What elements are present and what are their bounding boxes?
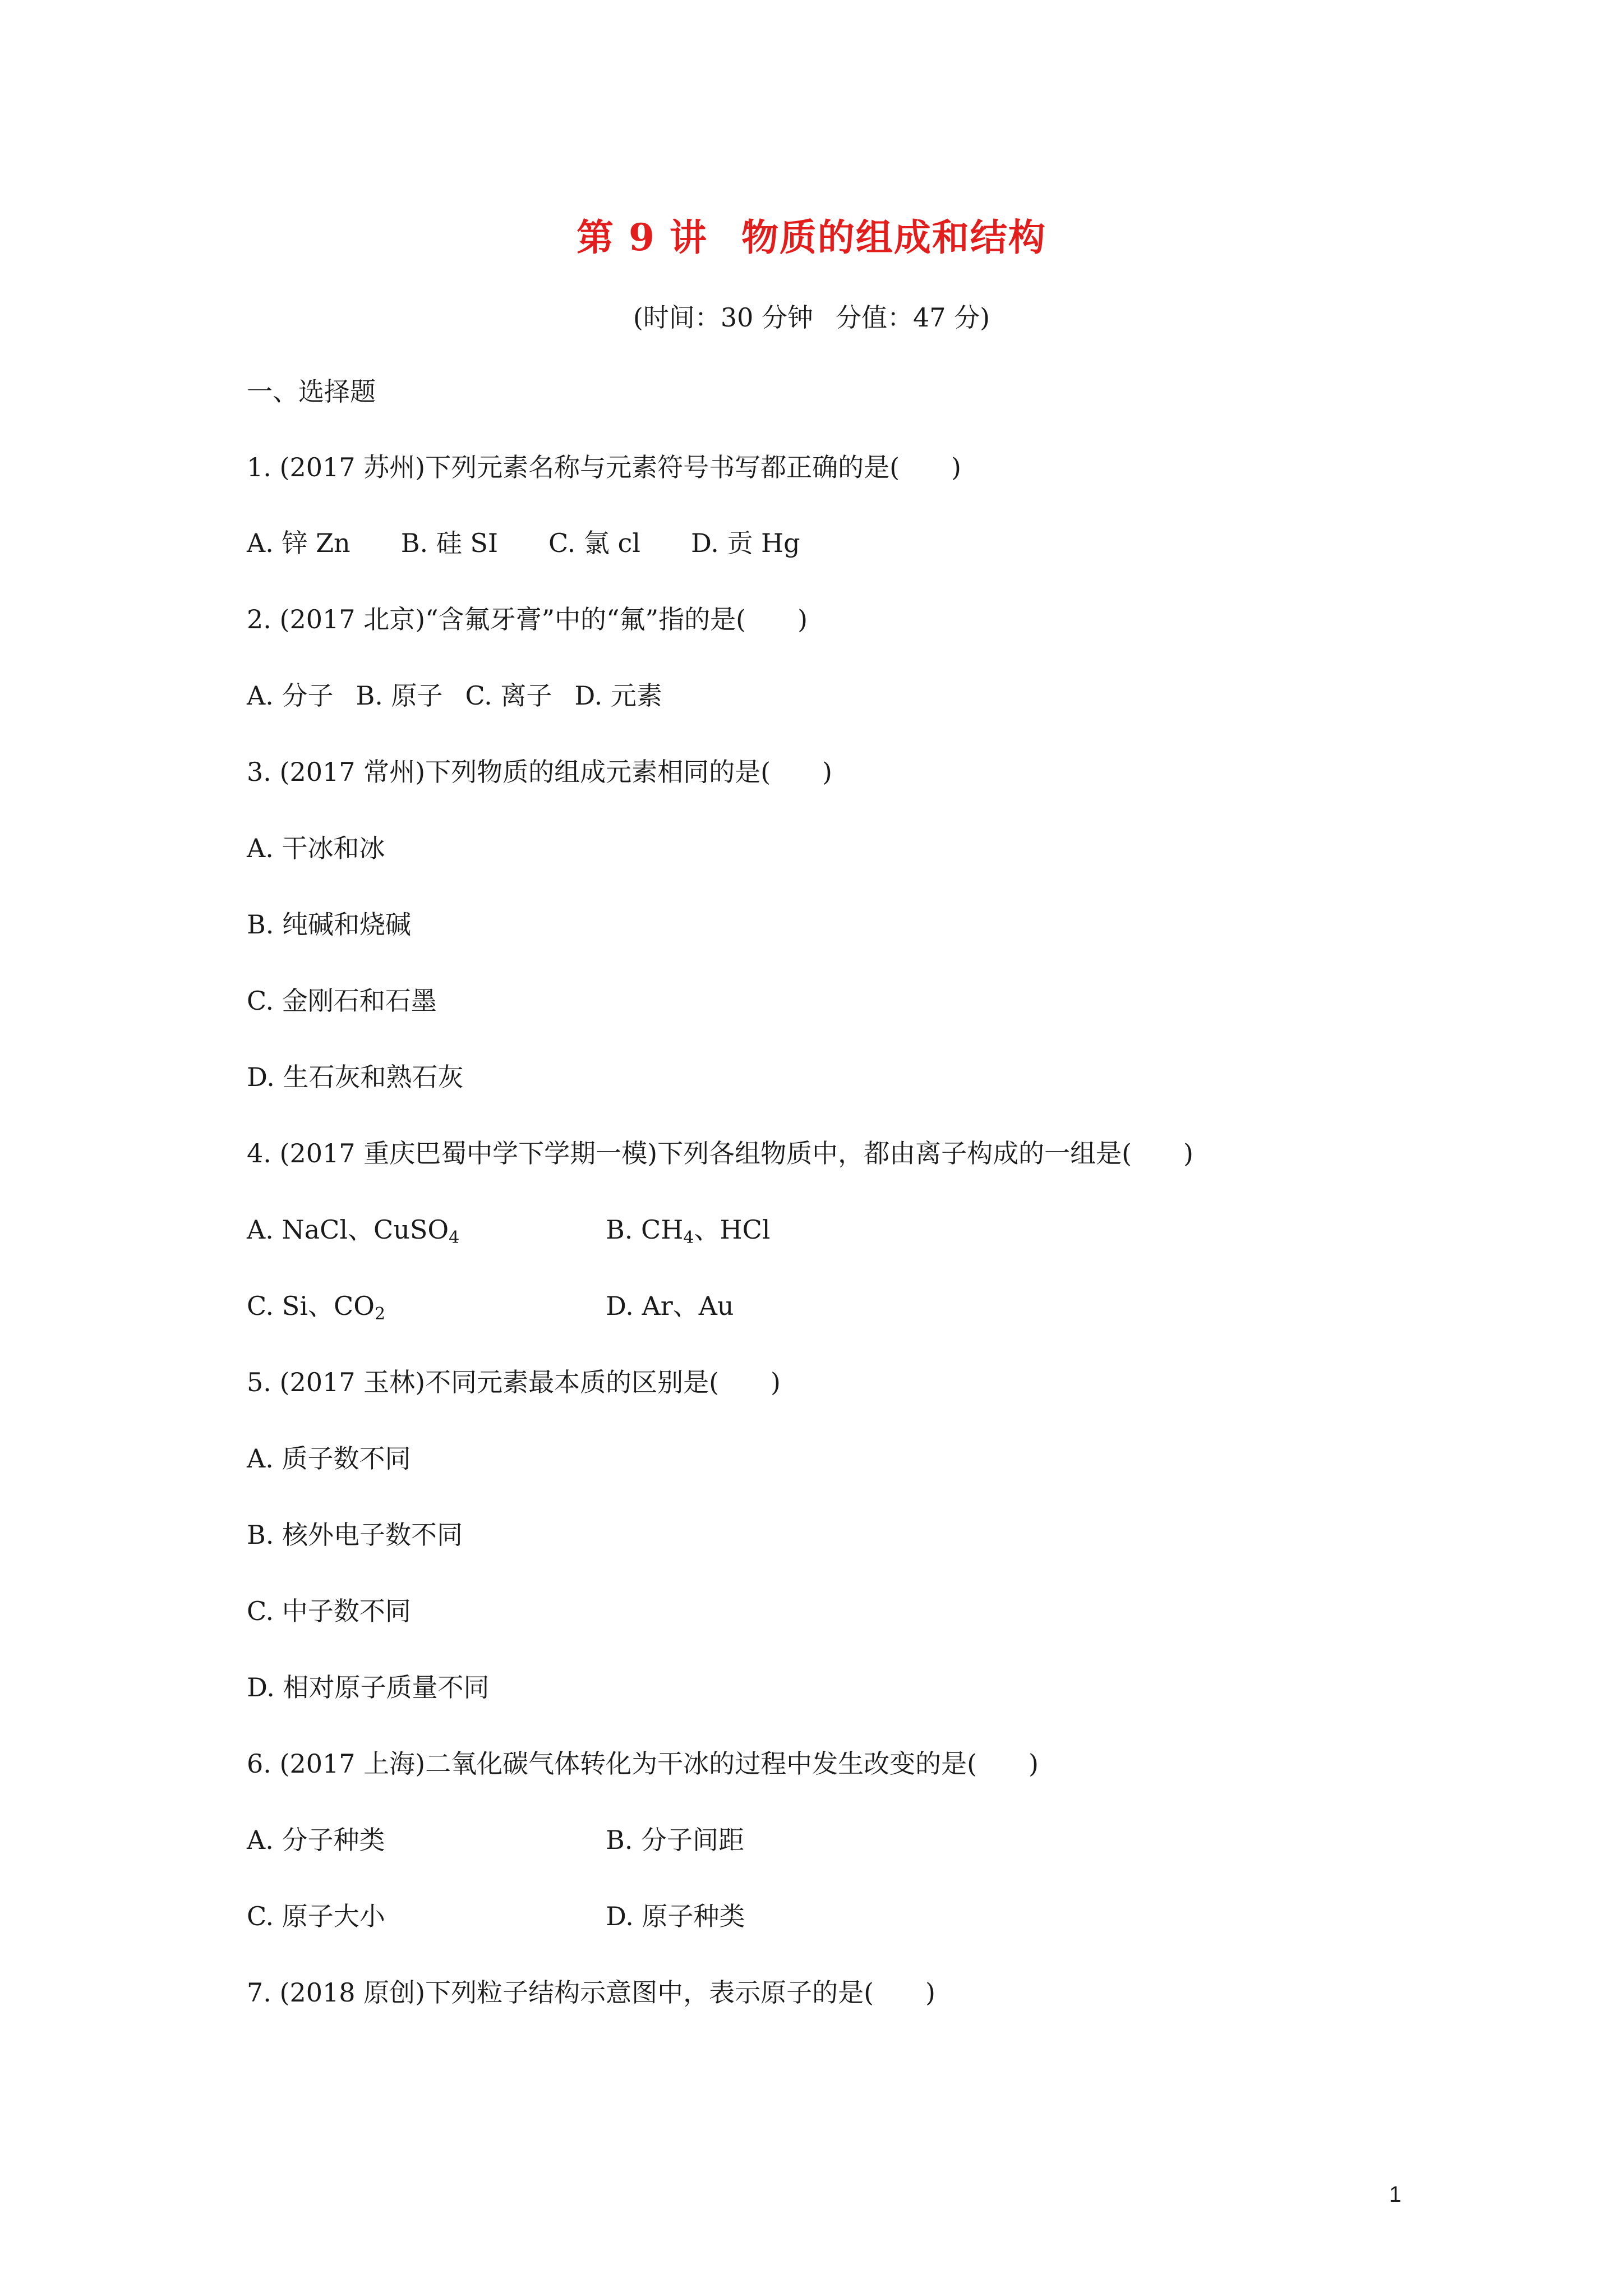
question-2-option-a: A. 分子 <box>247 680 334 711</box>
question-5-option-b: B. 核外电子数不同 <box>247 1520 463 1550</box>
question-3-option-d: D. 生石灰和熟石灰 <box>247 1062 464 1092</box>
section-heading: 一、选择题 <box>247 376 376 407</box>
question-1-option-b: B. 硅 SI <box>400 528 499 558</box>
lecture-topic: 物质的组成和结构 <box>741 215 1046 259</box>
question-6-option-d: D. 原子种类 <box>606 1901 745 1931</box>
question-3-option-b: B. 纯碱和烧碱 <box>247 909 412 940</box>
time-limit: (时间：30 分钟 <box>633 302 813 333</box>
page-number: 1 <box>1389 2182 1401 2207</box>
question-4-option-b: B. $CH_4$、HCl <box>606 1214 771 1248</box>
question-6-option-b: B. 分子间距 <box>606 1825 745 1855</box>
page-title <box>0 208 1623 261</box>
question-2-option-d: D. 元素 <box>574 680 662 711</box>
question-5-option-a: A. 质子数不同 <box>247 1443 411 1474</box>
question-5-option-d: D. 相对原子质量不同 <box>247 1672 490 1703</box>
question-4-option-c: C. Si、$CO_2$ <box>247 1291 386 1324</box>
lecture-number: 第 9 讲 <box>577 215 708 259</box>
question-2-options <box>247 675 662 712</box>
question-4-option-a: A. NaCl、CuSO$_4$ <box>247 1214 460 1248</box>
question-3-option-c: C. 金刚石和石墨 <box>247 986 437 1016</box>
question-1-option-a: A. 锌 Zn <box>247 528 351 558</box>
question-2-option-c: C. 离子 <box>465 680 552 711</box>
question-5-stem: 5. (2017 玉林)不同元素最本质的区别是( ) <box>247 1367 781 1397</box>
exam-info <box>0 297 1623 334</box>
question-6-stem: 6. (2017 上海)二氧化碳气体转化为干冰的过程中发生改变的是( ) <box>247 1749 1039 1779</box>
question-3-stem: 3. (2017 常州)下列物质的组成元素相同的是( ) <box>247 757 832 787</box>
question-3-option-a: A. 干冰和冰 <box>247 833 385 863</box>
total-score: 分值：47 分) <box>836 302 990 333</box>
question-2-stem: 2. (2017 北京)“含氟牙膏”中的“氟”指的是( ) <box>247 604 808 634</box>
question-1-options <box>247 523 800 560</box>
question-6-option-a: A. 分子种类 <box>247 1825 385 1855</box>
question-1-option-d: D. 贡 Hg <box>690 528 800 558</box>
question-6-option-c: C. 原子大小 <box>247 1901 385 1931</box>
question-4-option-d: D. Ar、Au <box>606 1291 734 1321</box>
question-1-option-c: C. 氯 cl <box>548 528 640 558</box>
question-2-option-b: B. 原子 <box>356 680 443 711</box>
question-7-stem: 7. (2018 原创)下列粒子结构示意图中，表示原子的是( ) <box>247 1977 935 2008</box>
question-5-option-c: C. 中子数不同 <box>247 1596 411 1626</box>
question-4-stem: 4. (2017 重庆巴蜀中学下学期一模)下列各组物质中，都由离子构成的一组是( ) <box>247 1138 1193 1168</box>
question-1-stem: 1. (2017 苏州)下列元素名称与元素符号书写都正确的是( ) <box>247 452 961 482</box>
